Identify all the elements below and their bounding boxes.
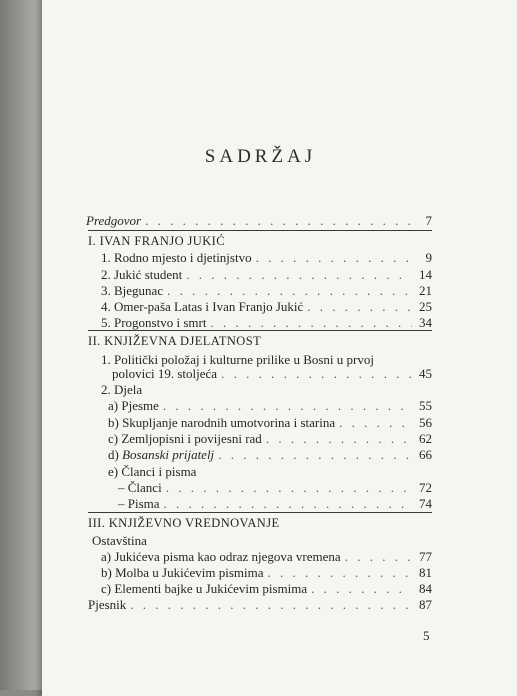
toc-entry-label: a) Pjesme	[108, 398, 159, 413]
toc-entry-page: 62	[419, 431, 432, 446]
toc-entry-page: 66	[419, 447, 432, 462]
toc-entry	[108, 432, 432, 446]
toc-entry-page: 7	[425, 213, 432, 228]
toc-entry-page: 55	[419, 398, 432, 413]
toc-entry-page: 72	[419, 480, 432, 495]
leader-dots	[345, 550, 412, 564]
section-heading-2: II. KNJIŽEVNA DJELATNOST	[88, 334, 262, 348]
toc-entry-page: 34	[419, 315, 432, 330]
toc-entry-label: Bosanski prijatelj	[122, 447, 215, 462]
page-number: 5	[423, 628, 430, 643]
section-heading-3: III. KNJIŽEVNO VREDNOVANJE	[88, 516, 280, 530]
toc-entry-page: 77	[419, 549, 432, 564]
leader-dots	[186, 268, 412, 282]
toc-entry-label-prefix: d)	[108, 447, 123, 462]
toc-entry	[101, 284, 432, 298]
leader-dots	[145, 214, 412, 228]
leader-dots	[221, 367, 412, 381]
toc-entry	[118, 497, 432, 511]
toc-entry-page: 14	[419, 267, 432, 282]
toc-entry-page: 21	[419, 283, 432, 298]
toc-entry	[101, 582, 432, 596]
leader-dots	[307, 300, 412, 314]
leader-dots	[210, 316, 412, 330]
toc-entry-line: e) Članci i pisma	[108, 464, 197, 479]
toc-entry	[108, 399, 432, 413]
toc-entry	[101, 300, 432, 314]
toc-subheading: Ostavština	[92, 533, 147, 548]
toc-entry-label: 2. Jukić student	[101, 267, 183, 282]
leader-dots	[256, 251, 412, 265]
toc-entry-label: 4. Omer-paša Latas i Ivan Franjo Jukić	[101, 299, 304, 314]
section-divider	[88, 330, 432, 331]
toc-entry-page: 74	[419, 496, 432, 511]
toc-entry	[101, 251, 432, 265]
toc-entry-label: Pjesnik	[88, 597, 127, 612]
page-title: SADRŽAJ	[204, 146, 317, 167]
leader-dots	[266, 432, 412, 446]
toc-entry-page: 45	[419, 366, 432, 381]
leader-dots	[130, 598, 412, 612]
toc-entry-label: c) Zemljopisni i povijesni rad	[108, 431, 262, 446]
toc-entry	[101, 268, 432, 282]
toc-entry-line: 1. Politički položaj i kulturne prilike u Bosni u prvoj	[101, 352, 374, 367]
toc-entry-label: b) Molba u Jukićevim pismima	[101, 565, 264, 580]
toc-entry-label: polovici 19. stoljeća	[112, 366, 218, 381]
toc-entry	[112, 367, 432, 381]
toc-entry-line: 2. Djela	[101, 382, 143, 397]
toc-entry-page: 84	[419, 581, 432, 596]
toc-entry-label: – Pisma	[118, 496, 160, 511]
leader-dots	[218, 448, 412, 462]
toc-entry	[101, 550, 432, 564]
toc-entry	[108, 448, 432, 462]
toc-entry-label: Predgovor	[86, 213, 142, 228]
toc-entry-preface	[86, 214, 432, 228]
leader-dots	[163, 399, 412, 413]
toc-entry-label: 3. Bjegunac	[101, 283, 164, 298]
toc-entry	[101, 566, 432, 580]
toc-entry-label: 1. Rodno mjesto i djetinjstvo	[101, 250, 252, 265]
toc-entry-page: 9	[425, 250, 432, 265]
section-divider	[88, 230, 432, 231]
toc-entry-page: 25	[419, 299, 432, 314]
toc-entry-page: 56	[419, 415, 432, 430]
toc-entry	[118, 481, 432, 495]
leader-dots	[267, 566, 412, 580]
toc-entry-label: – Članci	[118, 480, 162, 495]
section-heading-1: I. IVAN FRANJO JUKIĆ	[88, 234, 225, 248]
leader-dots	[311, 582, 412, 596]
leader-dots	[164, 497, 412, 511]
toc-entry	[88, 598, 432, 612]
toc-entry-page: 81	[419, 565, 432, 580]
toc-entry-label: b) Skupljanje narodnih umotvorina i starina	[108, 415, 336, 430]
toc-entry	[108, 416, 432, 430]
leader-dots	[167, 284, 412, 298]
toc-entry-label: 5. Progonstvo i smrt	[101, 315, 207, 330]
toc-entry-label: a) Jukićeva pisma kao odraz njegova vremena	[101, 549, 341, 564]
leader-dots	[166, 481, 412, 495]
toc-entry-label: c) Elementi bajke u Jukićevim pismima	[101, 581, 308, 596]
leader-dots	[339, 416, 412, 430]
section-divider	[88, 512, 432, 513]
toc-entry-page: 87	[419, 597, 432, 612]
toc-entry	[101, 316, 432, 330]
